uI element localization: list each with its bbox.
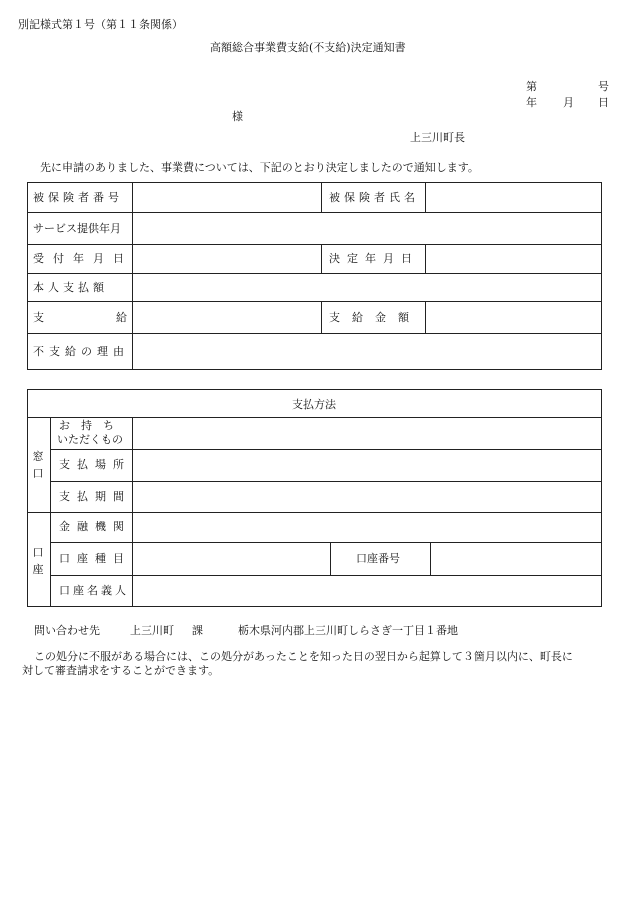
decision-table-frame [27,182,602,370]
label-decision-date: 決定年月日 [329,252,419,265]
payment-method-heading: 支払方法 [292,398,336,411]
doc-number-dai: 第 [526,80,537,93]
contact-address: 栃木県河内郡上三川町しらさぎ一丁目１番地 [238,624,458,637]
label-account-type: 口座種目 [59,552,131,565]
label-bring-line2: いただくもの [57,433,123,446]
counter-group-label: 窓口 [32,450,44,480]
contact-dept: 課 [192,624,203,637]
label-payment-a: 支 [33,311,44,324]
contact-office: 上三川町 [130,624,174,637]
label-bring-line1: お 持 ち [59,419,114,432]
label-insured-number: 被保険者番号 [33,191,123,204]
label-account-number: 口座番号 [356,552,400,565]
intro-text: 先に申請のありました、事業費については、下記のとおり決定しましたので通知します。 [40,161,479,174]
label-self-paid: 本人支払額 [33,281,108,294]
label-payment-amount: 支給金額 [329,311,421,324]
label-insured-name: 被保険者氏名 [329,191,419,204]
document-title: 高額総合事業費支給(不支給)決定通知書 [210,41,406,54]
label-nonpayment-reason: 不支給の理由 [33,345,129,358]
label-bank: 金融機関 [59,520,131,533]
label-payment-b: 給 [116,311,127,324]
label-payment-period: 支払期間 [59,490,131,503]
date-year: 年 [526,96,537,109]
form-number: 別記様式第１号（第１１条関係） [18,18,183,31]
notice-line-1: この処分に不服がある場合には、この処分があったことを知った日の翌日から起算して３箇月以内に、町長に [34,650,573,663]
date-day: 日 [598,96,609,109]
doc-number-go: 号 [598,80,609,93]
label-payment-place: 支払場所 [59,458,131,471]
contact-label: 問い合わせ先 [34,624,100,637]
issuer: 上三川町長 [410,131,465,144]
notice-line-2: 対して審査請求をすることができます。 [22,664,220,677]
label-account-holder: 口座名義人 [59,584,129,597]
account-group-label: 口座 [32,546,44,576]
date-month: 月 [563,96,574,109]
label-received-date: 受付年月日 [33,252,133,265]
recipient-suffix: 様 [232,110,243,123]
label-service-month: サービス提供年月 [33,222,121,235]
